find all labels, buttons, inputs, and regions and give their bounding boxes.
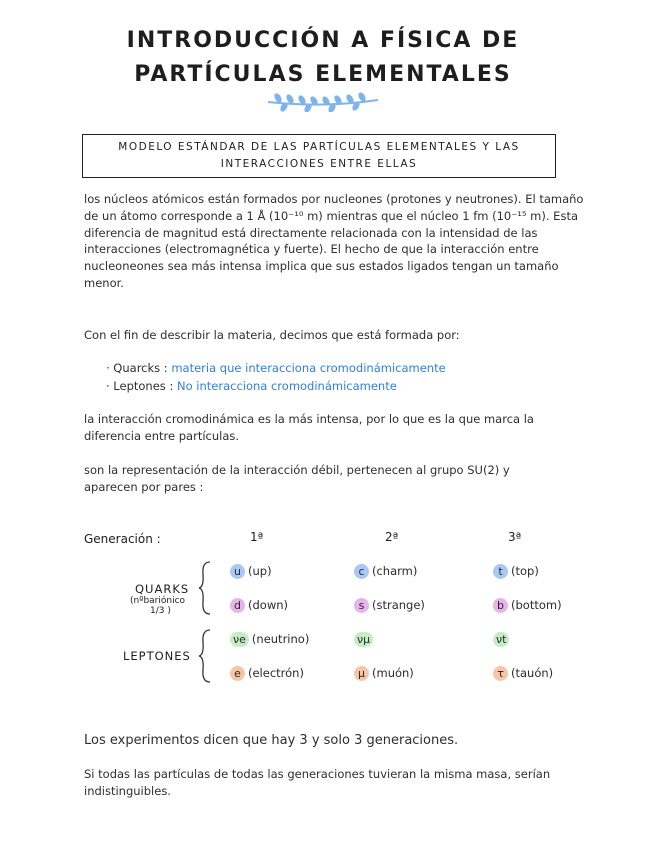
particle-charm (354, 564, 417, 579)
bullet-leptons-label: · Leptones : (106, 379, 174, 393)
particle-electron-neutrino (230, 632, 309, 647)
page-title-line2: PARTÍCULAS ELEMENTALES (134, 62, 512, 87)
particle-muon-neutrino-symbol: νμ (354, 632, 373, 647)
particle-muon-name: (muón) (372, 666, 414, 680)
quarks-brace-icon (198, 560, 212, 616)
leptons-brace-icon (198, 628, 212, 684)
bullet-quarks (106, 361, 446, 375)
particle-tau (493, 666, 553, 681)
bullet-leptons (106, 379, 397, 393)
particle-muon-neutrino (354, 632, 376, 647)
generation-header-2: 2ª (385, 530, 399, 544)
section-heading-box: MODELO ESTÁNDAR DE LAS PARTÍCULAS ELEMENTALES Y LAS INTERACCIONES ENTRE ELLAS (82, 134, 556, 178)
bullet-quarks-text: materia que interacciona cromodinámicamente (171, 361, 446, 375)
particle-electron-neutrino-name: (neutrino) (251, 632, 310, 646)
generation-label: Generación : (84, 532, 161, 546)
particle-electron-symbol: e (230, 666, 245, 681)
leptons-label: LEPTONES (123, 649, 191, 663)
particle-tau-neutrino (493, 632, 512, 647)
paragraph-nuclei: los núcleos atómicos están formados por nucleones (protones y neutrones). El tamaño de un átomo corresponde a 1 Å (10⁻¹⁰ m) mientras que el núcleo 1 fm (10⁻¹⁵ m). Esta diferencia de magnitud está directamente relacionada con la intensidad de las interacciones (electromagnética y fuerte). El hecho de que la interacción entre nucleoneones sea más intensa implica que sus estados ligados tengan un tamaño menor. (84, 192, 584, 290)
quarks-baryon-note: (nºbariónico (130, 596, 186, 606)
particle-muon-symbol: μ (354, 666, 369, 681)
particle-down-name: (down) (248, 598, 289, 612)
particle-bottom-symbol: b (493, 598, 508, 613)
paragraph-weak: son la representación de la interacción débil, pertenecen al grupo SU(2) y aparecen por pares : (84, 463, 510, 494)
paragraph-matter: Con el fin de describir la materia, decimos que está formada por: (84, 328, 460, 342)
particle-up (230, 564, 272, 579)
particle-electron (230, 666, 304, 681)
generation-header-3: 3ª (508, 530, 522, 544)
particle-tau-symbol: τ (493, 666, 508, 681)
bullet-quarks-label: · Quarcks : (106, 361, 168, 375)
vine-decoration-icon (264, 92, 382, 112)
page-title-line1: INTRODUCCIÓN A FÍSICA DE (126, 28, 520, 53)
paragraph-mass: Si todas las partículas de todas las generaciones tuvieran la misma masa, serían indistinguibles. (84, 767, 551, 798)
bullet-leptons-text: No interacciona cromodinámicamente (176, 379, 397, 393)
particle-top-name: (top) (511, 564, 539, 578)
particle-charm-symbol: c (354, 564, 369, 579)
particle-down-symbol: d (230, 598, 245, 613)
particle-strange (354, 598, 425, 613)
quarks-label: QUARKS (135, 582, 190, 596)
particle-bottom (493, 598, 562, 613)
particle-strange-name: (strange) (372, 598, 425, 612)
paragraph-chromodynamic: la interacción cromodinámica es la más intensa, por lo que es la que marca la diferencia entre partículas. (84, 412, 534, 443)
particle-down (230, 598, 288, 613)
particle-charm-name: (charm) (372, 564, 418, 578)
generation-header-1: 1ª (250, 530, 264, 544)
particle-top-symbol: t (493, 564, 508, 579)
particle-electron-name: (electrón) (248, 666, 304, 680)
particle-tau-name: (tauón) (511, 666, 554, 680)
particle-strange-symbol: s (354, 598, 369, 613)
particle-top (493, 564, 539, 579)
particle-up-symbol: u (230, 564, 245, 579)
particle-muon (354, 666, 414, 681)
particle-bottom-name: (bottom) (511, 598, 562, 612)
paragraph-generations: Los experimentos dicen que hay 3 y solo 3 generaciones. (84, 733, 459, 748)
particle-up-name: (up) (248, 564, 272, 578)
quarks-baryon-value: 1/3 ) (150, 606, 171, 616)
particle-tau-neutrino-symbol: νt (493, 632, 509, 647)
particle-electron-neutrino-symbol: νe (230, 632, 249, 647)
